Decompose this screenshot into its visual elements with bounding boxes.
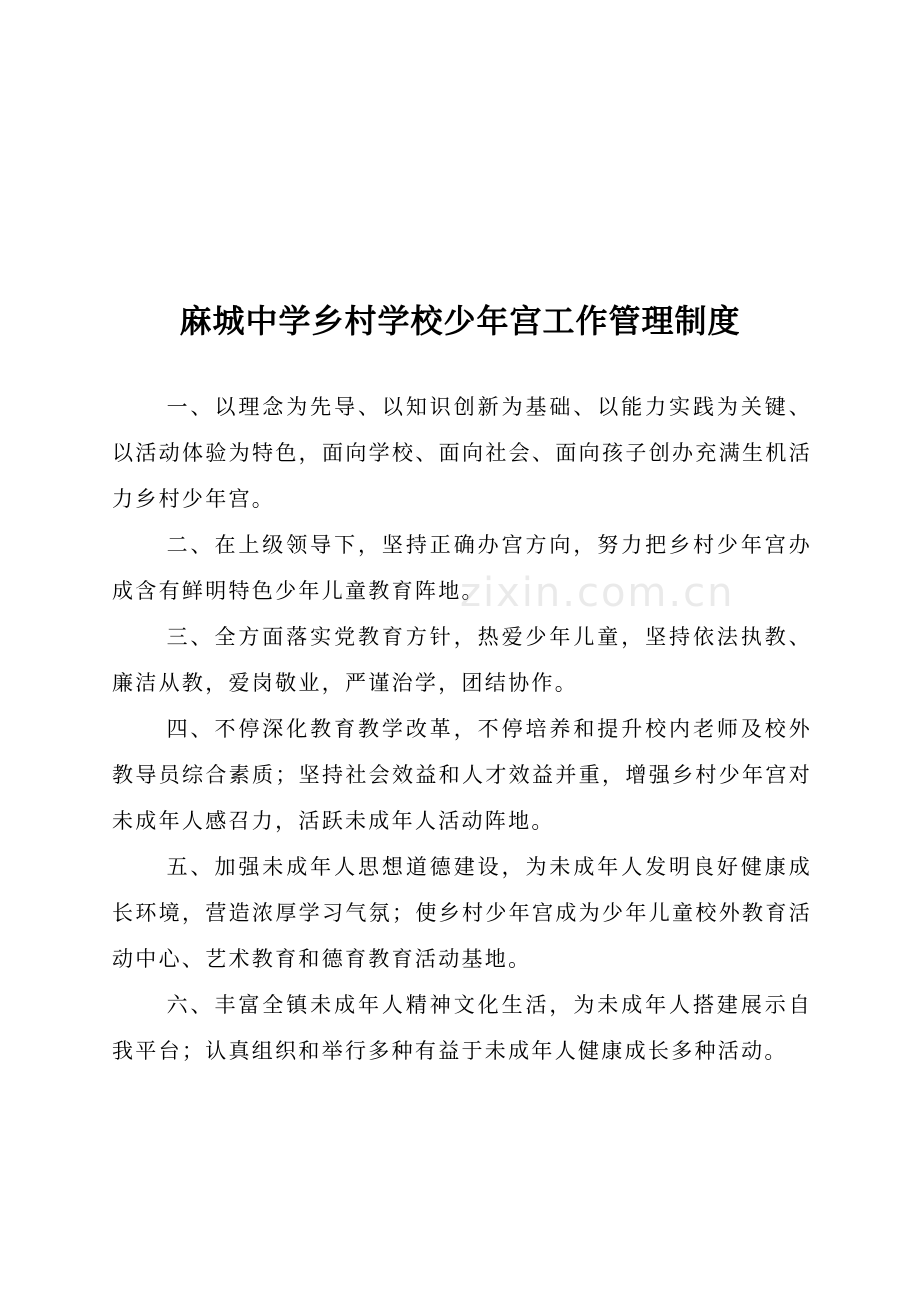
paragraph-3: 三、全方面落实党教育方针，热爱少年儿童，坚持依法执教、廉洁从教，爱岗敬业，严谨治学，团结协作。 — [112, 625, 812, 695]
watermark: zixin.com.cn — [460, 570, 735, 616]
paragraph-5: 五、加强未成年人思想道德建设，为未成年人发明良好健康成长环境，营造浓厚学习气氛；使乡村少年宫成为少年儿童校外教育活动中心、艺术教育和德育教育活动基地。 — [112, 855, 812, 971]
document-title: 麻城中学乡村学校少年宫工作管理制度 — [179, 302, 741, 340]
paragraph-6: 六、丰富全镇未成年人精神文化生活，为未成年人搭建展示自我平台；认真组织和举行多种有益于未成年人健康成长多种活动。 — [112, 993, 812, 1063]
document-body — [112, 384, 812, 1074]
paragraph-1: 一、以理念为先导、以知识创新为基础、以能力实践为关键、以活动体验为特色，面向学校、面向社会、面向孩子创办充满生机活力乡村少年宫。 — [112, 395, 812, 511]
paragraph-2: 二、在上级领导下，坚持正确办宫方向，努力把乡村少年宫办成含有鲜明特色少年儿童教育阵地。 — [112, 533, 812, 603]
paragraph-4: 四、不停深化教育教学改革，不停培养和提升校内老师及校外教导员综合素质；坚持社会效益和人才效益并重，增强乡村少年宫对未成年人感召力，活跃未成年人活动阵地。 — [112, 717, 812, 833]
